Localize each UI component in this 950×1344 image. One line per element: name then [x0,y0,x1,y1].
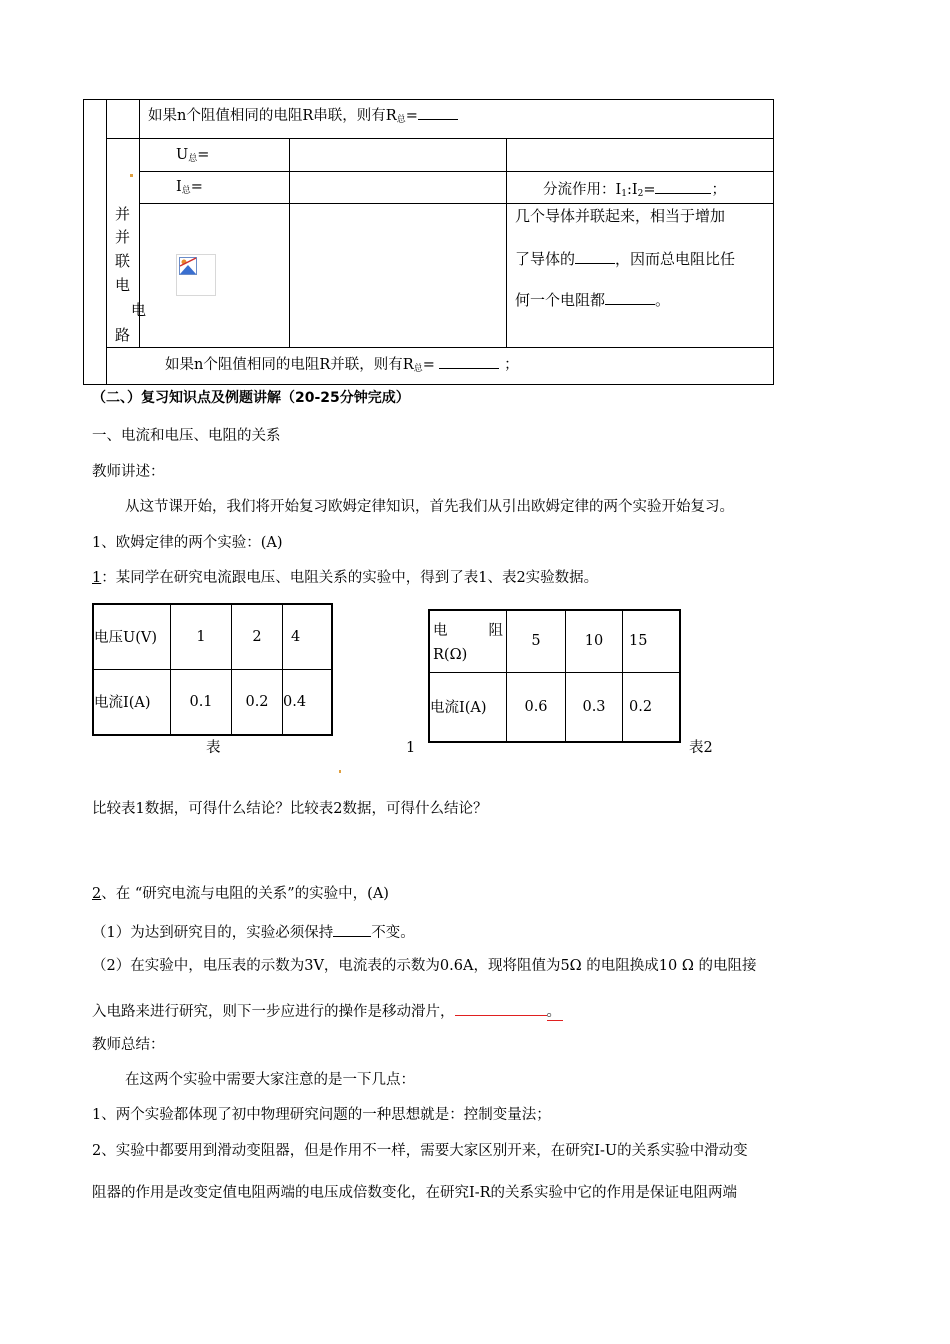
table-cell: 0.3 [566,672,623,742]
summary-intro: 在这两个实验中需要大家注意的是一下几点： [125,1072,415,1088]
table-cell: 15 [623,610,681,672]
table2-caption: 表2 [689,740,713,756]
point-1: 1、两个实验都体现了初中物理研究问题的一种思想就是：控制变量法； [92,1107,551,1123]
answer-blank[interactable] [455,1002,547,1016]
table-cell: 0.6 [507,672,566,742]
parallel-note-line3: 何一个电阻都 。 [515,291,671,309]
point-2-line1: 2、实验中都要用到滑动变阻器，但是作用不一样，需要大家区别开来，在研究I-U的关系实验中滑动变 [92,1143,748,1159]
table-cell: 10 [566,610,623,672]
stray-mark [339,770,341,773]
table-cell: 1 [171,604,232,669]
fill-blank[interactable] [605,291,655,305]
point-2-line2: 阻器的作用是改变定值电阻两端的电压成倍数变化，在研究I-R的关系实验中它的作用是保证电阻两端 [92,1185,738,1201]
table-2 [428,609,681,743]
q1-title: 1、欧姆定律的两个实验：(A) [92,535,283,551]
compare-question: 比较表1数据，可得什么结论？比较表2数据，可得什么结论？ [92,801,488,817]
i-total-label: $I_总=$ [176,179,203,196]
table-cell: 5 [507,610,566,672]
table-row [429,610,680,672]
parallel-note-line1: 几个导体并联起来，相当于增加 [515,207,726,225]
q1-stem: 1：某同学在研究电流跟电压、电阻关系的实验中，得到了表1、表2实验数据。 [92,570,599,586]
table-cell: 0.1 [171,669,232,735]
table-row [429,672,680,742]
table-cell: 2 [232,604,283,669]
shunt-ratio: 分流作用：$I_1:I_2=$ ； [543,182,726,199]
parallel-note-line2: 了导体的 ，因而总电阻比任 [515,250,736,268]
table-row [93,604,332,669]
q2-part3: 入电路来进行研究，则下一步应进行的操作是移动滑片， 。 [92,1004,561,1020]
table-cell: 4 [283,604,333,669]
stray-mark [130,174,133,177]
image-placeholder-icon [176,254,216,296]
table-cell: 电流I(A) [93,669,171,735]
table-cell: 0.2 [232,669,283,735]
broken-image-icon [179,257,197,275]
fill-blank[interactable] [575,250,615,264]
table-cell: 电流I(A) [429,672,507,742]
parallel-rule: 如果n个阻值相同的电阻R并联，则有$R_总=$ ； [165,357,519,374]
table-row [93,669,332,735]
intro-paragraph: 从这节课开始，我们将开始复习欧姆定律知识，首先我们从引出欧姆定律的两个实验开始复习。 [125,499,734,515]
table-cell: 0.4 [283,669,333,735]
fill-blank[interactable] [333,923,371,937]
table-cell: 0.2 [623,672,681,742]
table1-caption-number: 1 [406,740,416,756]
q2-stem: 2、在 “研究电流与电阻的关系”的实验中，(A) [92,886,389,902]
teacher-summary: 教师总结： [92,1037,165,1053]
part1-heading: 一、电流和电压、电阻的关系 [92,428,281,444]
fill-blank[interactable] [655,180,711,194]
section-heading: （二、）复习知识点及例题讲解（20-25分钟完成） [92,390,410,406]
fill-blank[interactable] [418,106,458,120]
fill-blank[interactable] [439,355,499,369]
table-cell: 电压U(V) [93,604,171,669]
table-cell: 电 阻 R(Ω) [429,610,507,672]
u-total-label: $U_总=$ [176,147,210,164]
q2-part2: （2）在实验中，电压表的示数为3V，电流表的示数为0.6A，现将阻值为5Ω 的电阻换成10 Ω 的电阻接 [92,958,757,974]
series-rule: 如果n个阻值相同的电阻R串联，则有$R_总=$ [148,106,458,125]
teacher-says: 教师讲述： [92,464,165,480]
q2-part1: （1）为达到研究目的，实验必须保持 不变。 [92,925,415,941]
table1-caption: 表 [206,740,221,756]
table-1 [92,603,333,736]
